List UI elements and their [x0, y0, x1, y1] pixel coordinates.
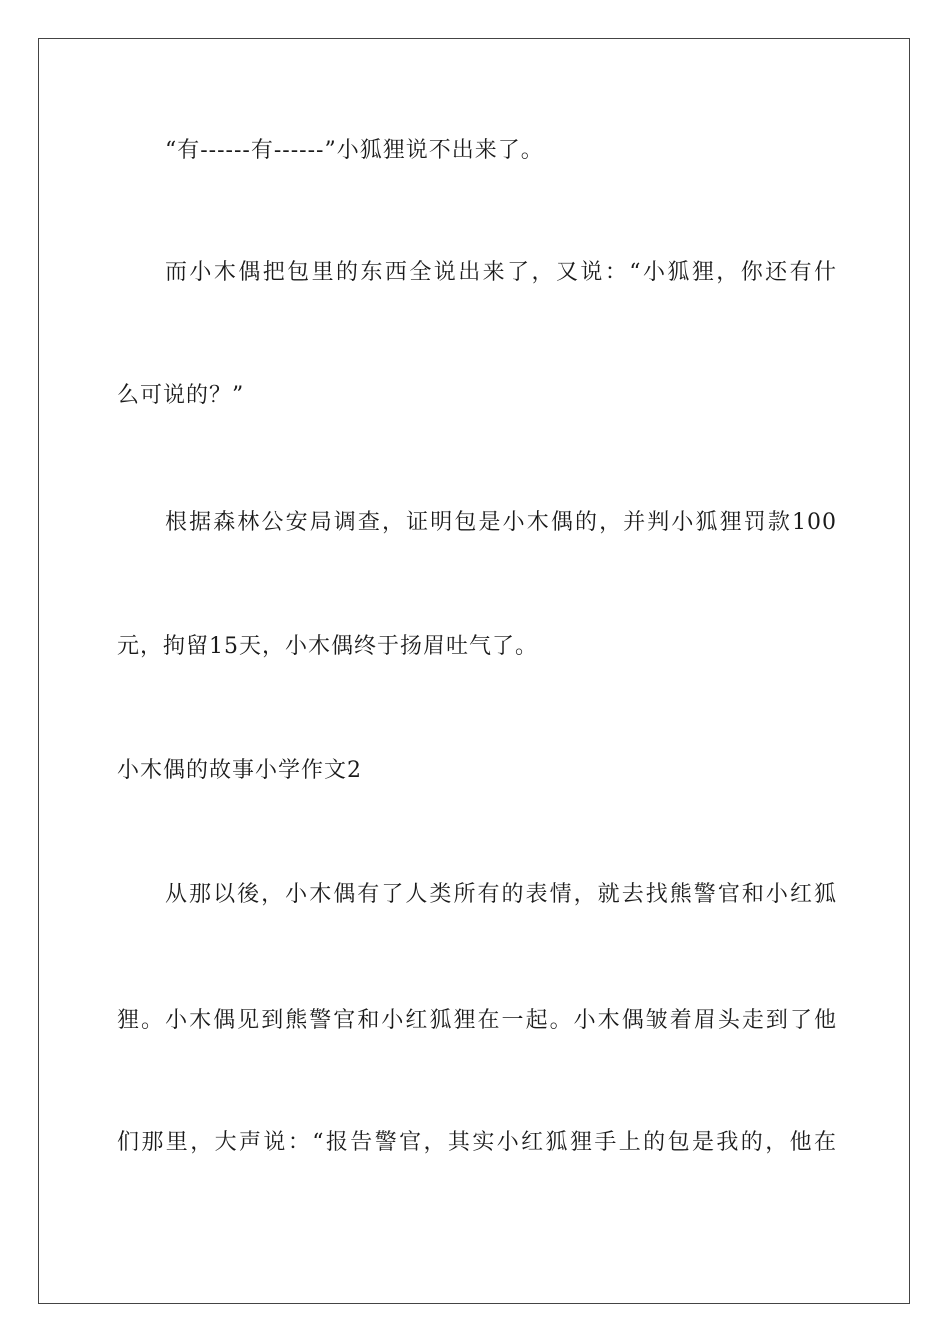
paragraph-line: 狸。小木偶见到熊警官和小红狐狸在一起。小木偶皱着眉头走到了他 — [117, 1008, 837, 1033]
paragraph-line: 们那里，大声说：“报告警官，其实小红狐狸手上的包是我的，他在 — [117, 1130, 837, 1155]
page-border — [38, 38, 910, 1304]
paragraph-line: 么可说的？” — [117, 383, 245, 408]
paragraph-line: 根据森林公安局调查，证明包是小木偶的，并判小狐狸罚款100 — [165, 510, 837, 535]
paragraph-line: 从那以後，小木偶有了人类所有的表情，就去找熊警官和小红狐 — [165, 882, 837, 907]
paragraph-line: 而小木偶把包里的东西全说出来了，又说：“小狐狸，你还有什 — [165, 260, 837, 285]
paragraph-line: 元，拘留15天，小木偶终于扬眉吐气了。 — [117, 634, 538, 659]
paragraph-line: “有------有------”小狐狸说不出来了。 — [165, 138, 544, 163]
section-heading: 小木偶的故事小学作文2 — [117, 758, 362, 783]
